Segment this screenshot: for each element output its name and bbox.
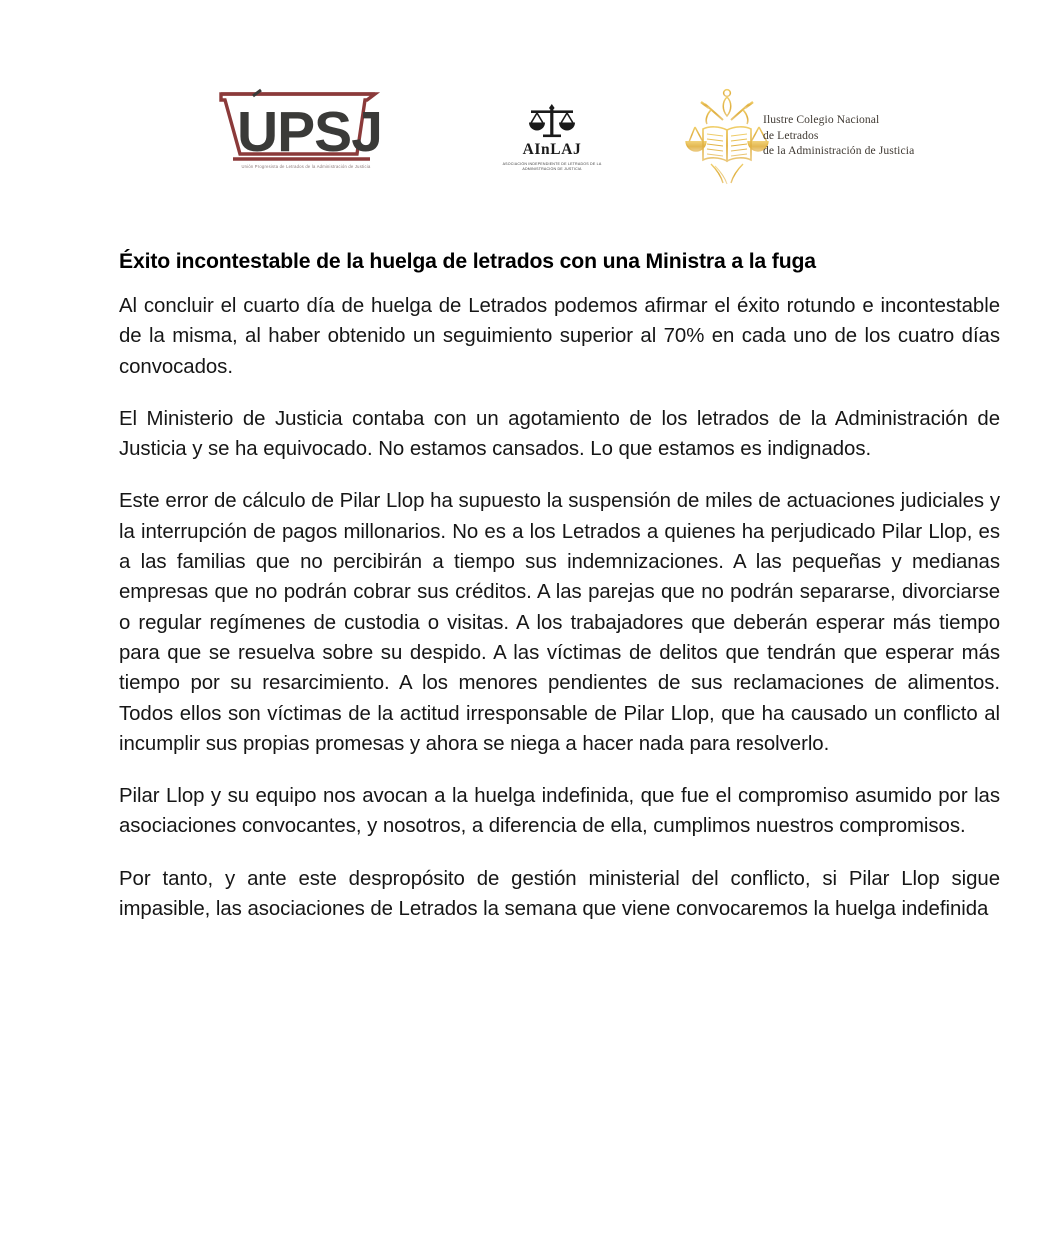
logo-ainlaj bbox=[478, 104, 626, 182]
paragraph: Al concluir el cuarto día de huelga de Letrados podemos afirmar el éxito rotundo e incontestable de la misma, al haber obtenido un seguimiento superior al 70% en cada uno de los cuatro días convocados. bbox=[119, 295, 1000, 378]
ainlaj-subtitle-line2: ADMINISTRACIÓN DE JUSTICIA bbox=[522, 167, 582, 172]
upsj-logo-mark bbox=[207, 88, 382, 168]
logo-upsj bbox=[207, 88, 382, 183]
icnlaj-line-1: Ilustre Colegio Nacional bbox=[763, 113, 880, 126]
paragraph: Pilar Llop y su equipo nos avocan a la huelga indefinida, que fue el compromiso asumido por las asociaciones convocantes, y nosotros, a diferencia de ella, cumplimos nuestros compromisos. bbox=[119, 785, 1000, 838]
logo-ilustre-colegio bbox=[681, 86, 956, 186]
page-title: Éxito incontestable de la huelga de letrados con una Ministra a la fuga bbox=[119, 250, 816, 273]
ainlaj-subtitle-line1: ASOCIACIÓN INDEPENDIENTE DE LETRADOS DE LA bbox=[502, 162, 602, 166]
icnlaj-line-3: de la Administración de Justicia bbox=[763, 144, 915, 157]
paragraph: El Ministerio de Justicia contaba con un agotamiento de los letrados de la Administración de Justicia y se ha equivocado. No estamos cansados. Lo que estamos es indignados. bbox=[119, 407, 1000, 461]
ilustre-colegio-text bbox=[763, 112, 958, 159]
upsj-tagline: Unión Progresista de Letrados de la Administración de Justicia bbox=[241, 164, 371, 169]
ainlaj-acronym: AInLAJ bbox=[522, 141, 582, 158]
paragraph: Este error de cálculo de Pilar Llop ha supuesto la suspensión de miles de actuaciones judiciales y la interrupción de pagos millonarios. No es a los Letrados a quienes ha perjudicado Pilar Llop, es a las familias que no percibirán a tiempo sus indemnizaciones. A las pequeñas y medianas empresas que no podrán cobrar sus créditos. A las parejas que no podrán separarse, divorciarse o regular regímenes de custodia o visitas. A los trabajadores que deberán esperar más tiempo para que se resuelva sobre su despido. A las víctimas de delitos que tendrán que esperar más tiempo por su resarcimiento. A los menores pendientes de sus reclamaciones de alimentos. Todos ellos son víctimas de la actitud irresponsable de Pilar Llop, que ha causado un conflicto al incumplir sus propias promesas y ahora se niega a hacer nada para resolverlo. bbox=[119, 490, 1000, 755]
scales-of-justice-icon bbox=[478, 104, 626, 138]
letterhead bbox=[0, 0, 1058, 205]
coat-of-arms-crest-icon bbox=[681, 86, 773, 186]
document-body bbox=[119, 248, 1000, 924]
svg-text:UPSJ: UPSJ bbox=[237, 100, 382, 164]
paragraph: Por tanto, y ante este despropósito de gestión ministerial del conflicto, si Pilar Llop sigue impasible, las asociaciones de Letrados la semana que viene convocaremos la huelga indefinida bbox=[119, 867, 1000, 921]
icnlaj-line-2: de Letrados bbox=[763, 128, 819, 142]
